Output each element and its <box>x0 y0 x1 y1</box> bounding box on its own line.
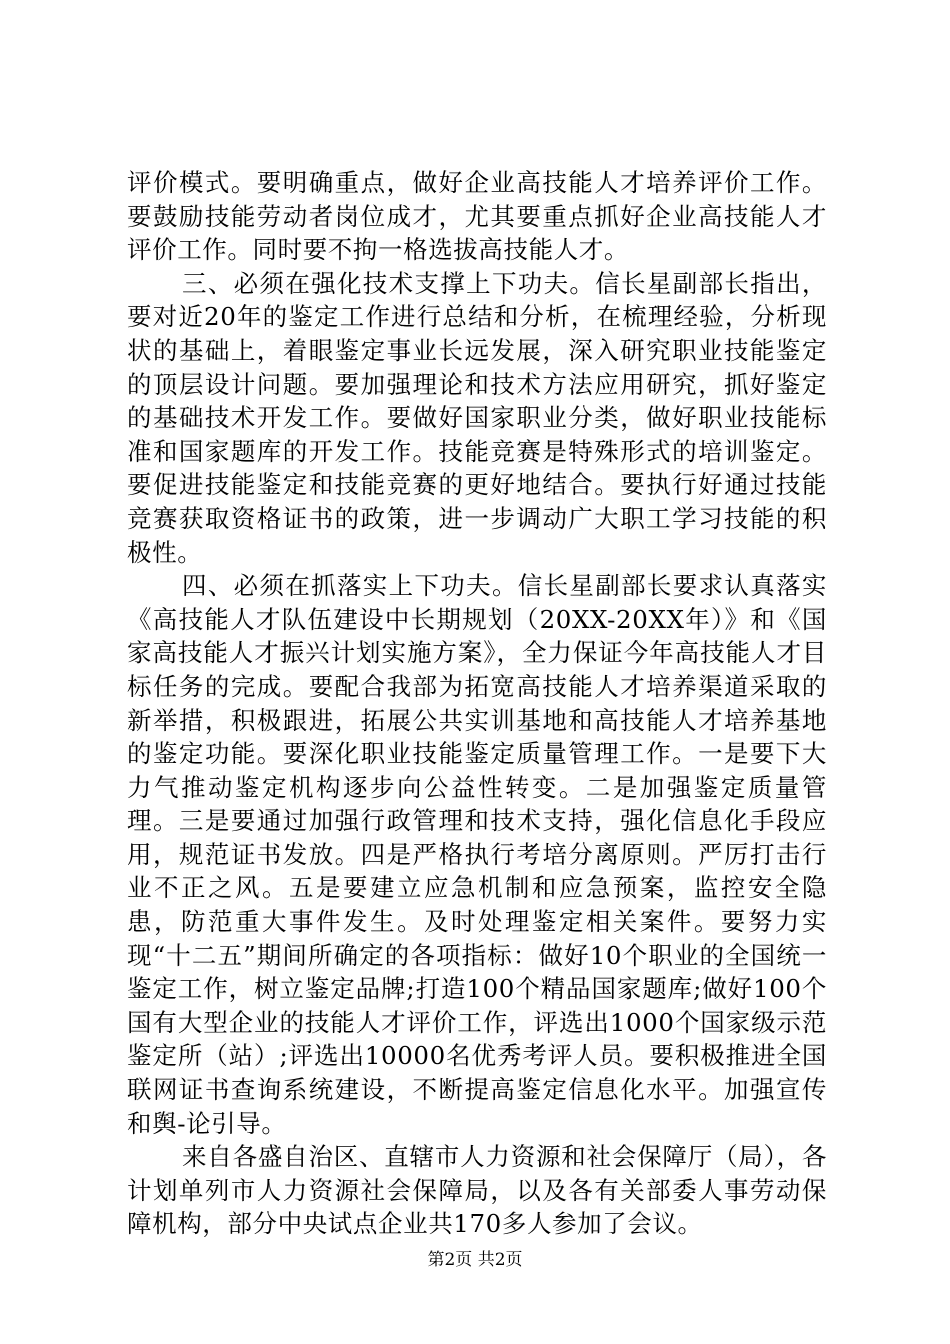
paragraph-technical-support: 三、必须在强化技术支撑上下功夫。信长星副部长指出，要对近20年的鉴定工作进行总结和分析，在梳理经验，分析现状的基础上，着眼鉴定事业长远发展，深入研究职业技能鉴定的顶层设计问题。要加强理论和技术方法应用研究，抓好鉴定的基础技术开发工作。要做好国家职业分类，做好职业技能标准和国家题库的开发工作。技能竞赛是特殊形式的培训鉴定。要促进技能鉴定和技能竞赛的更好地结合。要执行好通过技能竞赛获取资格证书的政策，进一步调动广大职工学习技能的积极性。 <box>127 268 827 567</box>
paragraph-implementation: 四、必须在抓落实上下功夫。信长星副部长要求认真落实《高技能人才队伍建设中长期规划（20XX-20XX年）》和《国家高技能人才振兴计划实施方案》，全力保证今年高技能人才目标任务的完成。要配合我部为拓宽高技能人才培养渠道采取的新举措，积极跟进，拓展公共实训基地和高技能人才培养基地的鉴定功能。要深化职业技能鉴定质量管理工作。一是要下大力气推动鉴定机构逐步向公益性转变。二是加强鉴定质量管理。三是要通过加强行政管理和技术支持，强化信息化手段应用，规范证书发放。四是严格执行考培分离原则。严厉打击行业不正之风。五是要建立应急机制和应急预案，监控安全隐患，防范重大事件发生。及时处理鉴定相关案件。要努力实现“十二五”期间所确定的各项指标：做好10个职业的全国统一鉴定工作，树立鉴定品牌;打造100个精品国家题库;做好100个国有大型企业的技能人才评价工作，评选出1000个国家级示范鉴定所（站）;评选出10000名优秀考评人员。要积极推进全国联网证书查询系统建设，不断提高鉴定信息化水平。加强宣传和舆-论引导。 <box>127 571 827 1138</box>
paragraph-attendees: 来自各盛自治区、直辖市人力资源和社会保障厅（局），各计划单列市人力资源社会保障局，以及各有关部委人事劳动保障机构，部分中央试点企业共170多人参加了会议。 <box>127 1142 827 1239</box>
page-number-footer: 第2页 共2页 <box>427 1250 523 1270</box>
document-body <box>127 166 827 1241</box>
paragraph-evaluation-mode: 评价模式。要明确重点，做好企业高技能人才培养评价工作。要鼓励技能劳动者岗位成才，尤其要重点抓好企业高技能人才评价工作。同时要不拘一格选拔高技能人才。 <box>127 168 827 265</box>
